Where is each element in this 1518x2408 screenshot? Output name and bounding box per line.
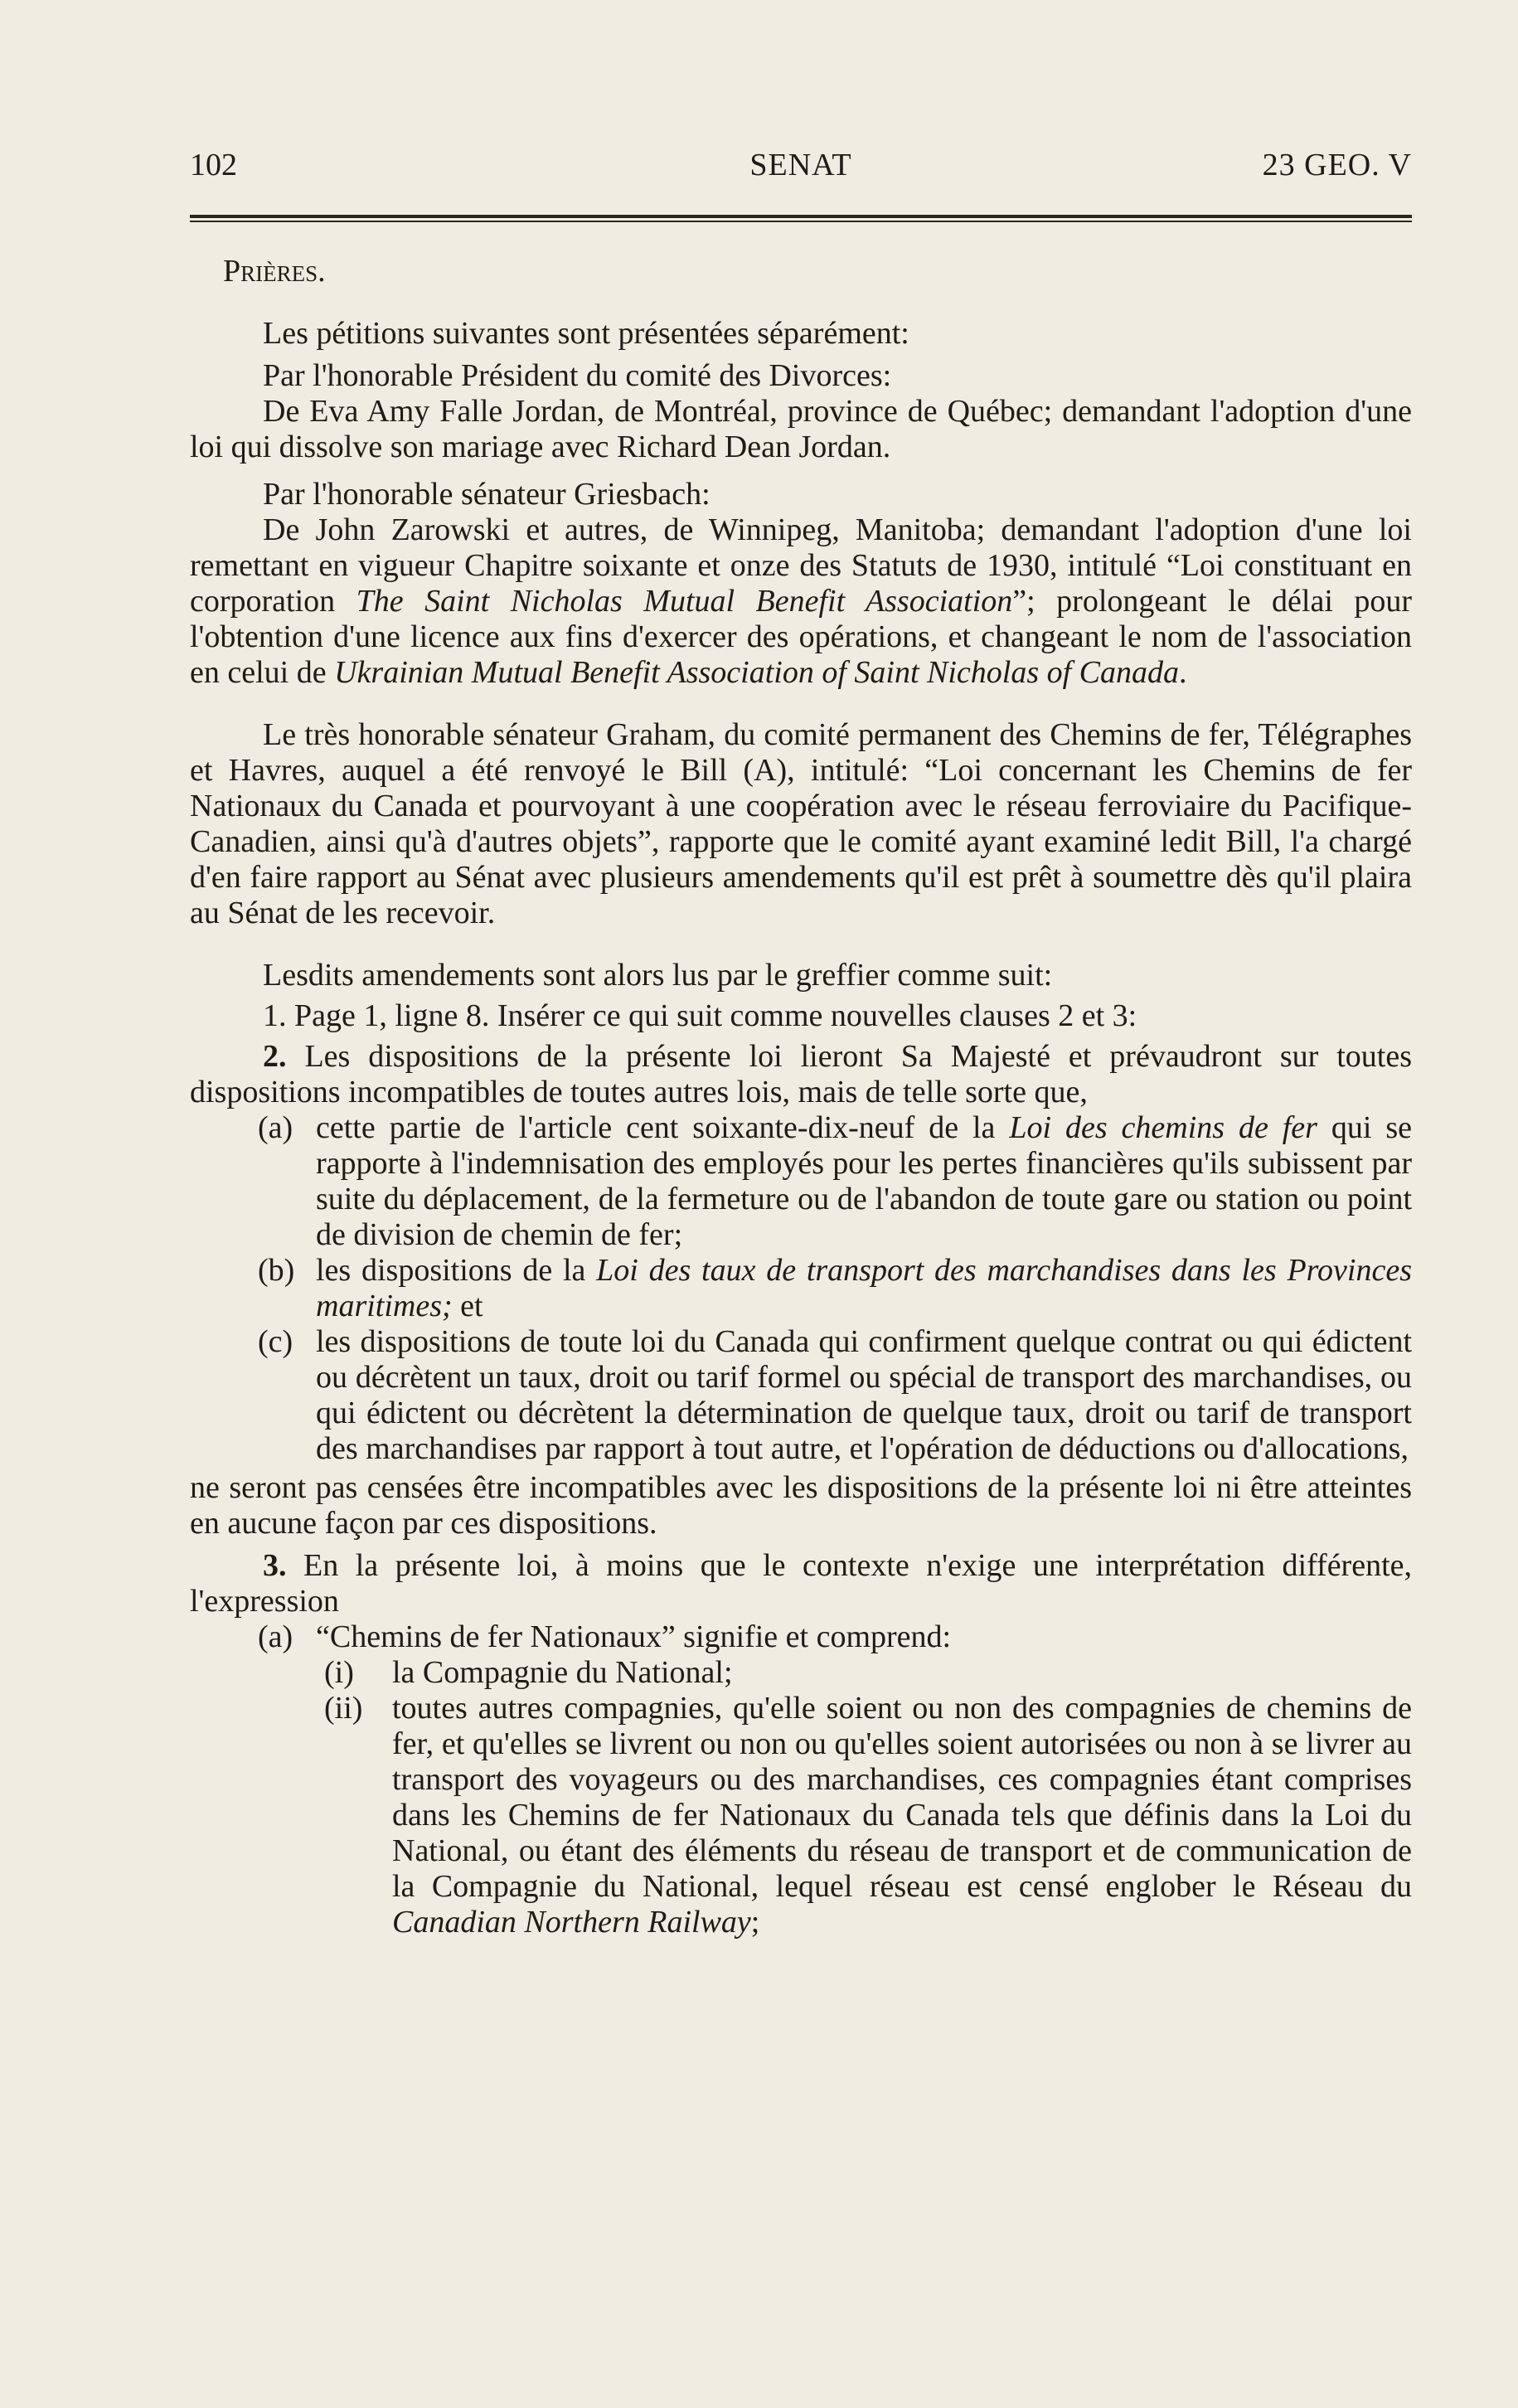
petition-jordan: De Eva Amy Falle Jordan, de Montréal, province de Québec; demandant l'adoption d'une loi qui dissolve son mariage avec Richard Dean Jordan. xyxy=(190,394,1412,464)
clause-3-item-a xyxy=(190,1619,1412,1655)
amendment-1 xyxy=(190,998,1412,1034)
header-rule xyxy=(190,215,1412,218)
petitions-intro: Les pétitions suivantes sont présentées séparément: xyxy=(263,316,909,351)
clause-3-item-ii xyxy=(190,1691,1412,1940)
clause-3-ii-label: (ii) xyxy=(324,1691,363,1726)
clause-3-text: En la présente loi, à moins que le contexte n'exige une interprétation différente, l'expression xyxy=(190,1548,1413,1619)
clause-3-a-label: (a) xyxy=(258,1619,293,1654)
amendments-intro: Lesdits amendements sont alors lus par le greffier comme suit: xyxy=(263,958,1053,993)
clause-3-i-text: la Compagnie du National; xyxy=(392,1655,733,1690)
clause-2-closing: ne seront pas censées être incompatibles avec les dispositions de la présente loi ni être atteintes en aucune façon par ces dispositions. xyxy=(190,1470,1412,1541)
page-body xyxy=(190,254,1412,1940)
clause-2-b-italic: Loi des taux de transport des marchandises dans les Provinces maritimes; xyxy=(316,1253,1412,1323)
amendment-1-number: 1. xyxy=(263,998,287,1033)
clause-2-b-label: (b) xyxy=(258,1253,295,1288)
header-session: 23 GEO. V xyxy=(1262,148,1412,182)
zarowski-text-c: . xyxy=(1179,655,1187,690)
clause-2-a-text xyxy=(316,1110,1412,1253)
clause-3-ii-text xyxy=(392,1691,1412,1940)
clause-3-i-label: (i) xyxy=(324,1655,354,1690)
clause-2 xyxy=(190,1039,1412,1110)
clause-2-a-post: qui se rapporte à l'indemnisation des employés pour les pertes financières qu'ils subissent par suite du déplacement, de la fermeture ou de l'abandon de toute gare ou station ou point de division de chemin de fer; xyxy=(316,1110,1412,1252)
amendment-1-text: Page 1, ligne 8. Insérer ce qui suit comme nouvelles clauses 2 et 3: xyxy=(294,998,1137,1033)
clause-2-b-text xyxy=(316,1253,1412,1324)
clause-3-ii-pre: toutes autres compagnies, qu'elle soient ou non des compagnies de chemins de fer, et qu'elles se livrent ou non ou qu'elles soient autorisées ou non à se livrer au transport des voyageurs ou des marchandises, ces compagnies étant comprises dans les Chemins de fer Nationaux du Canada tels que définis dans la Loi du National, ou étant des éléments du réseau de transport et de communication de la Compagnie du National, lequel réseau est censé englober le Réseau du xyxy=(392,1691,1412,1904)
zarowski-italic-2: Ukrainian Mutual Benefit Association of Saint Nicholas of Canada xyxy=(334,655,1180,690)
clause-2-a-italic: Loi des chemins de fer xyxy=(1009,1110,1317,1145)
by-president: Par l'honorable Président du comité des Divorces: xyxy=(263,358,892,393)
clause-2-item-c xyxy=(190,1324,1412,1467)
clause-3-a-text: “Chemins de fer Nationaux” signifie et comprend: xyxy=(316,1619,952,1654)
graham-report: Le très honorable sénateur Graham, du comité permanent des Chemins de fer, Télégraphes et Havres, auquel a été renvoyé le Bill (A), intitulé: “Loi concernant les Chemins de fer Nationaux du Canada et pourvoyant à une coopération avec le réseau ferroviaire du Pacifique-Canadien, ainsi qu'à d'autres objets”, rapporte que le comité ayant examiné ledit Bill, l'a chargé d'en faire rapport au Sénat avec plusieurs amendements qu'il est prêt à soumettre dès qu'il plaira au Sénat de les recevoir. xyxy=(190,717,1412,930)
clause-2-a-label: (a) xyxy=(258,1110,293,1145)
zarowski-italic-1: The Saint Nicholas Mutual Benefit Association xyxy=(356,584,1013,619)
page-number: 102 xyxy=(190,148,237,182)
clause-3 xyxy=(190,1548,1412,1619)
header-title: SENAT xyxy=(749,148,852,182)
clause-2-number: 2. xyxy=(263,1039,287,1074)
clause-2-b-post: et xyxy=(452,1289,483,1323)
petition-zarowski xyxy=(190,512,1412,691)
header-rule-thin xyxy=(190,221,1412,222)
section-heading: Prières. xyxy=(223,254,326,289)
clause-3-item-i xyxy=(190,1655,1412,1691)
clause-2-b-pre: les dispositions de la xyxy=(316,1253,597,1288)
clause-2-item-b xyxy=(190,1253,1412,1324)
clause-2-text: Les dispositions de la présente loi lieront Sa Majesté et prévaudront sur toutes dispositions incompatibles de toutes autres lois, mais de telle sorte que, xyxy=(190,1039,1413,1109)
zarowski-text-a: De John Zarowski et autres, de Winnipeg, Manitoba; demandant l'adoption d'une loi remettant en vigueur Chapitre soixante et onze des Statuts de 1930, intitulé “Loi constituant en corporation xyxy=(190,512,1412,619)
running-header xyxy=(190,148,1412,189)
by-griesbach: Par l'honorable sénateur Griesbach: xyxy=(263,477,711,512)
clause-3-number: 3. xyxy=(263,1548,287,1583)
clause-2-a-pre: cette partie de l'article cent soixante-dix-neuf de la xyxy=(316,1110,1010,1145)
clause-2-c-text: les dispositions de toute loi du Canada qui confirment quelque contrat ou qui édictent ou décrètent un taux, droit ou tarif formel ou spécial de transport des marchandises, ou qui édictent ou décrètent la détermination de quelque taux, droit ou tarif de transport des marchandises par rapport à tout autre, et l'opération de déductions ou d'allocations, xyxy=(316,1324,1412,1466)
clause-2-c-label: (c) xyxy=(258,1324,293,1359)
clause-3-ii-post: ; xyxy=(750,1905,760,1940)
clause-2-item-a xyxy=(190,1110,1412,1253)
clause-3-ii-italic: Canadian Northern Railway xyxy=(392,1905,751,1940)
zarowski-text-b: ”; prolongeant le délai pour l'obtention d'une licence aux fins d'exercer des opérations, et changeant le nom de l'association en celui de xyxy=(190,584,1413,690)
